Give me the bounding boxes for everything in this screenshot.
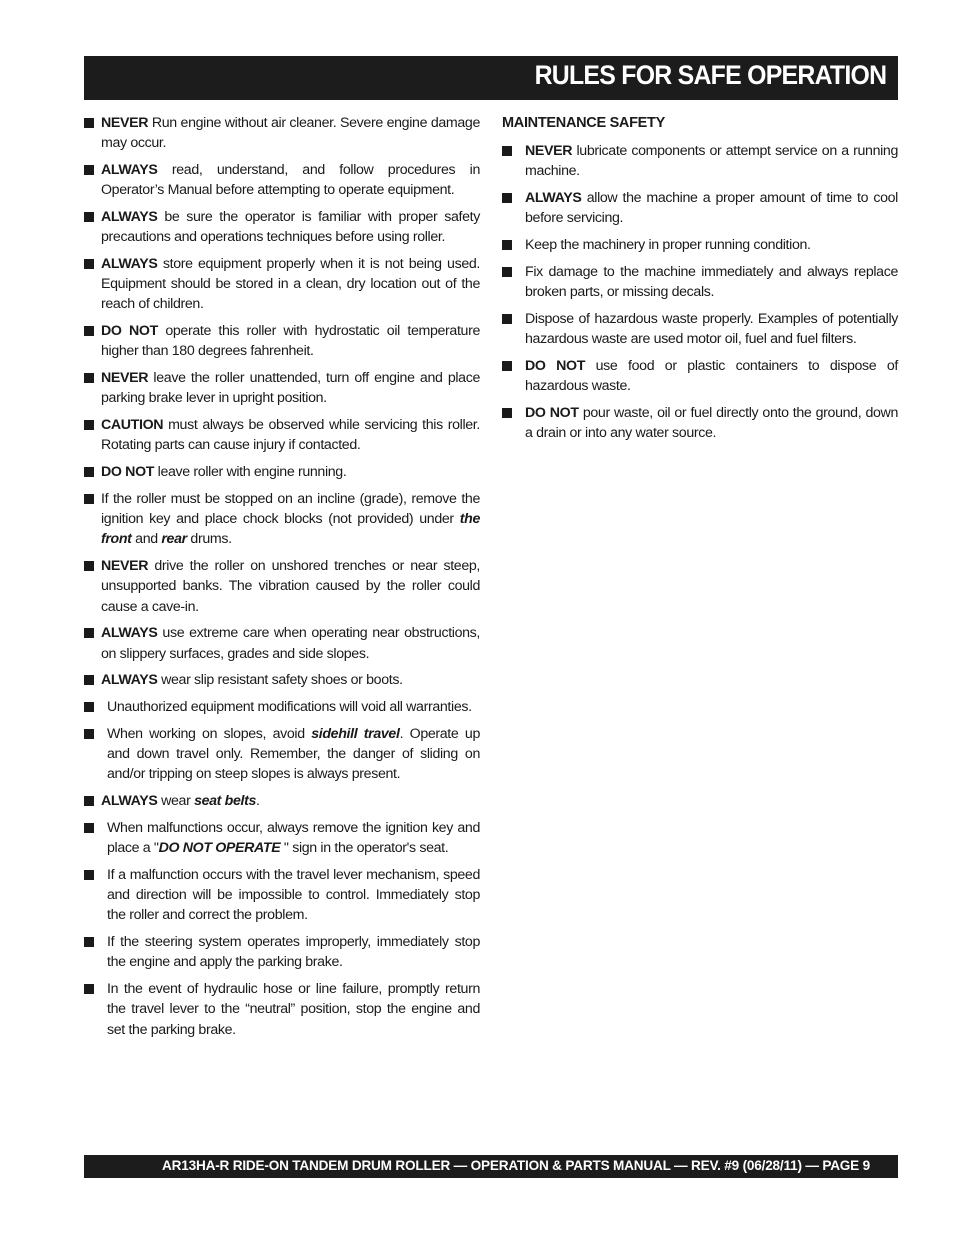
rule-keyword: ALWAYS <box>101 162 158 178</box>
emphasis-text: seat belts <box>194 793 257 810</box>
rule-text-part: wear <box>157 793 195 810</box>
safety-rules-list <box>84 113 480 1040</box>
footer-bar <box>84 1155 898 1178</box>
rule-keyword: ALWAYS <box>101 793 158 810</box>
emphasis-text: sidehill travel <box>311 726 400 742</box>
rule-text <box>101 209 480 245</box>
rule-keyword: CAUTION <box>101 417 164 434</box>
square-bullet-icon <box>84 420 94 430</box>
rule-item <box>84 556 480 617</box>
square-bullet-icon <box>502 146 512 156</box>
rule-text-part: use extreme care when operating near obstructions, on slippery surfaces, grades and side slopes. <box>101 625 480 662</box>
rule-text <box>525 143 898 179</box>
rule-text <box>525 237 811 253</box>
rule-keyword: NEVER <box>525 143 573 159</box>
rule-item <box>84 321 480 361</box>
rule-text-part: When working on slopes, avoid <box>107 726 312 742</box>
square-bullet-icon <box>502 240 512 250</box>
rule-item <box>84 254 480 315</box>
rule-text-part: leave roller with engine running. <box>154 464 347 481</box>
square-bullet-icon <box>84 870 94 880</box>
rule-text <box>101 464 346 480</box>
rule-item <box>84 932 480 972</box>
square-bullet-icon <box>84 729 94 739</box>
square-bullet-icon <box>502 314 512 324</box>
square-bullet-icon <box>84 561 94 571</box>
rule-text <box>101 558 480 614</box>
rule-text-part: Fix damage to the machine immediately and always replace broken parts, or missing decals. <box>525 263 898 300</box>
rule-text <box>525 358 898 394</box>
rule-text <box>101 793 260 809</box>
rule-text <box>101 256 480 312</box>
rule-text <box>525 264 898 300</box>
square-bullet-icon <box>502 408 512 418</box>
square-bullet-icon <box>84 494 94 504</box>
rule-text <box>101 625 480 661</box>
rule-text-part: If the steering system operates improperly, immediately stop the engine and apply the parking brake. <box>107 934 480 971</box>
rule-text <box>107 981 480 1037</box>
rule-text-part: . <box>256 793 260 810</box>
emphasis-text: rear <box>161 531 187 548</box>
rule-text-part: operate this roller with hydrostatic oil temperature higher than 180 degrees fahrenheit. <box>101 323 480 360</box>
rule-item <box>84 724 480 785</box>
square-bullet-icon <box>502 193 512 203</box>
rule-keyword: DO NOT <box>525 404 579 421</box>
rule-text-part: " sign in the operator's seat. <box>280 840 449 857</box>
rule-item <box>84 865 480 926</box>
rule-text-part: and <box>131 531 162 548</box>
rule-item <box>84 979 480 1040</box>
rule-keyword: ALWAYS <box>101 625 158 642</box>
rule-item <box>502 235 898 255</box>
square-bullet-icon <box>84 628 94 638</box>
rule-item <box>84 670 480 690</box>
rule-text-part: pour waste, oil or fuel directly onto the ground, down a drain or into any water source. <box>525 404 898 441</box>
square-bullet-icon <box>84 823 94 833</box>
rule-text <box>525 190 898 226</box>
rule-text <box>101 370 480 406</box>
square-bullet-icon <box>84 675 94 685</box>
rule-item <box>502 356 898 396</box>
rule-item <box>84 415 480 455</box>
rule-keyword: NEVER <box>101 370 149 387</box>
rule-text-part: Keep the machinery in proper running condition. <box>525 237 811 253</box>
rule-text-part: If a malfunction occurs with the travel lever mechanism, speed and direction will be impossible to control. Immediately stop the roller and correct the problem. <box>107 867 480 924</box>
rule-text-part: store equipment properly when it is not being used. Equipment should be stored in a clean, dry location out of the reach of children. <box>101 256 480 313</box>
square-bullet-icon <box>84 212 94 222</box>
rule-text <box>525 311 898 347</box>
rule-text <box>107 934 480 970</box>
rule-text-part: wear slip resistant safety shoes or boots. <box>157 672 403 689</box>
rule-item <box>84 462 480 482</box>
rule-keyword: ALWAYS <box>101 672 158 689</box>
rule-text-part: Run engine without air cleaner. Severe engine damage may occur. <box>101 115 480 152</box>
rule-text-part: be sure the operator is familiar with proper safety precautions and operations techniques before using roller. <box>101 209 480 246</box>
square-bullet-icon <box>84 165 94 175</box>
emphasis-text: the front <box>101 511 480 548</box>
rule-text-part: drums. <box>186 531 232 548</box>
rule-keyword: ALWAYS <box>101 256 158 272</box>
square-bullet-icon <box>84 467 94 477</box>
rule-item <box>502 262 898 302</box>
square-bullet-icon <box>84 373 94 383</box>
rule-text-part: lubricate components or attempt service on a running machine. <box>525 143 898 180</box>
maintenance-rules-list <box>502 141 898 443</box>
square-bullet-icon <box>84 796 94 806</box>
rule-text <box>101 115 480 151</box>
rule-item <box>502 141 898 181</box>
rule-text-part: read, understand, and follow procedures in Operator’s Manual before attempting to operate equipment. <box>101 162 480 199</box>
square-bullet-icon <box>84 259 94 269</box>
rule-text-part: use food or plastic containers to dispose of hazardous waste. <box>525 357 899 394</box>
rule-text-part: must always be observed while servicing this roller. Rotating parts can cause injury if contacted. <box>101 417 480 454</box>
footer-text: AR13HA-R RIDE-ON TANDEM DRUM ROLLER — OPERATION & PARTS MANUAL — REV. #9 (06/28/11) — PAGE 9 <box>162 1158 870 1173</box>
rule-text-part: drive the roller on unshored trenches or near steep, unsupported banks. The vibration caused by the roller could cause a cave-in. <box>101 558 480 615</box>
rule-item <box>84 818 480 858</box>
rule-text <box>107 699 472 715</box>
rule-keyword: DO NOT <box>525 357 586 374</box>
rule-item <box>84 791 480 811</box>
page-title: RULES FOR SAFE OPERATION <box>534 60 886 90</box>
rule-text-part: If the roller must be stopped on an incline (grade), remove the ignition key and place chock blocks (not provided) under <box>101 491 480 528</box>
rule-text-part: Dispose of hazardous waste properly. Examples of potentially hazardous waste are used motor oil, fuel and fuel filters. <box>525 310 898 347</box>
square-bullet-icon <box>84 118 94 128</box>
rule-text <box>101 417 480 453</box>
right-column <box>502 113 898 450</box>
rule-item <box>84 623 480 663</box>
rule-item <box>502 403 898 443</box>
header-bar <box>84 56 898 100</box>
square-bullet-icon <box>84 937 94 947</box>
rule-keyword: ALWAYS <box>101 209 158 225</box>
rule-item <box>502 309 898 349</box>
rule-text <box>101 491 480 547</box>
rule-text-part: In the event of hydraulic hose or line failure, promptly return the travel lever to the “neutral” position, stop the engine and set the parking brake. <box>107 981 480 1038</box>
rule-keyword: NEVER <box>101 115 149 131</box>
rule-keyword: DO NOT <box>101 323 158 340</box>
rule-text <box>107 820 480 856</box>
square-bullet-icon <box>84 984 94 994</box>
square-bullet-icon <box>84 326 94 336</box>
rule-keyword: DO NOT <box>101 464 155 481</box>
rule-text <box>101 162 480 198</box>
rule-text-part: Unauthorized equipment modifications will void all warranties. <box>107 699 472 716</box>
rule-text-part: . Operate up and down travel only. Remember, the danger of sliding on and/or tripping on steep slopes is always present. <box>107 726 481 783</box>
rule-keyword: ALWAYS <box>525 190 582 206</box>
rule-text <box>101 672 403 688</box>
square-bullet-icon <box>84 702 94 712</box>
rule-item <box>84 489 480 550</box>
rule-text-part: When malfunctions occur, always remove the ignition key and place a " <box>107 820 480 857</box>
rule-text <box>107 726 480 782</box>
maintenance-safety-heading: MAINTENANCE SAFETY <box>502 115 665 131</box>
left-column <box>84 113 480 1046</box>
rule-keyword: NEVER <box>101 558 149 575</box>
rule-item <box>84 207 480 247</box>
rule-text <box>101 323 480 359</box>
rule-item <box>84 113 480 153</box>
rule-item <box>84 160 480 200</box>
rule-text-part: allow the machine a proper amount of time to cool before servicing. <box>525 190 898 227</box>
square-bullet-icon <box>502 361 512 371</box>
rule-text <box>525 405 898 441</box>
rule-text-part: leave the roller unattended, turn off engine and place parking brake lever in upright position. <box>101 370 480 407</box>
emphasis-text: DO NOT OPERATE <box>158 840 281 857</box>
rule-item <box>84 368 480 408</box>
square-bullet-icon <box>502 267 512 277</box>
rule-item <box>502 188 898 228</box>
rule-item <box>84 697 480 717</box>
rule-text <box>107 867 480 923</box>
